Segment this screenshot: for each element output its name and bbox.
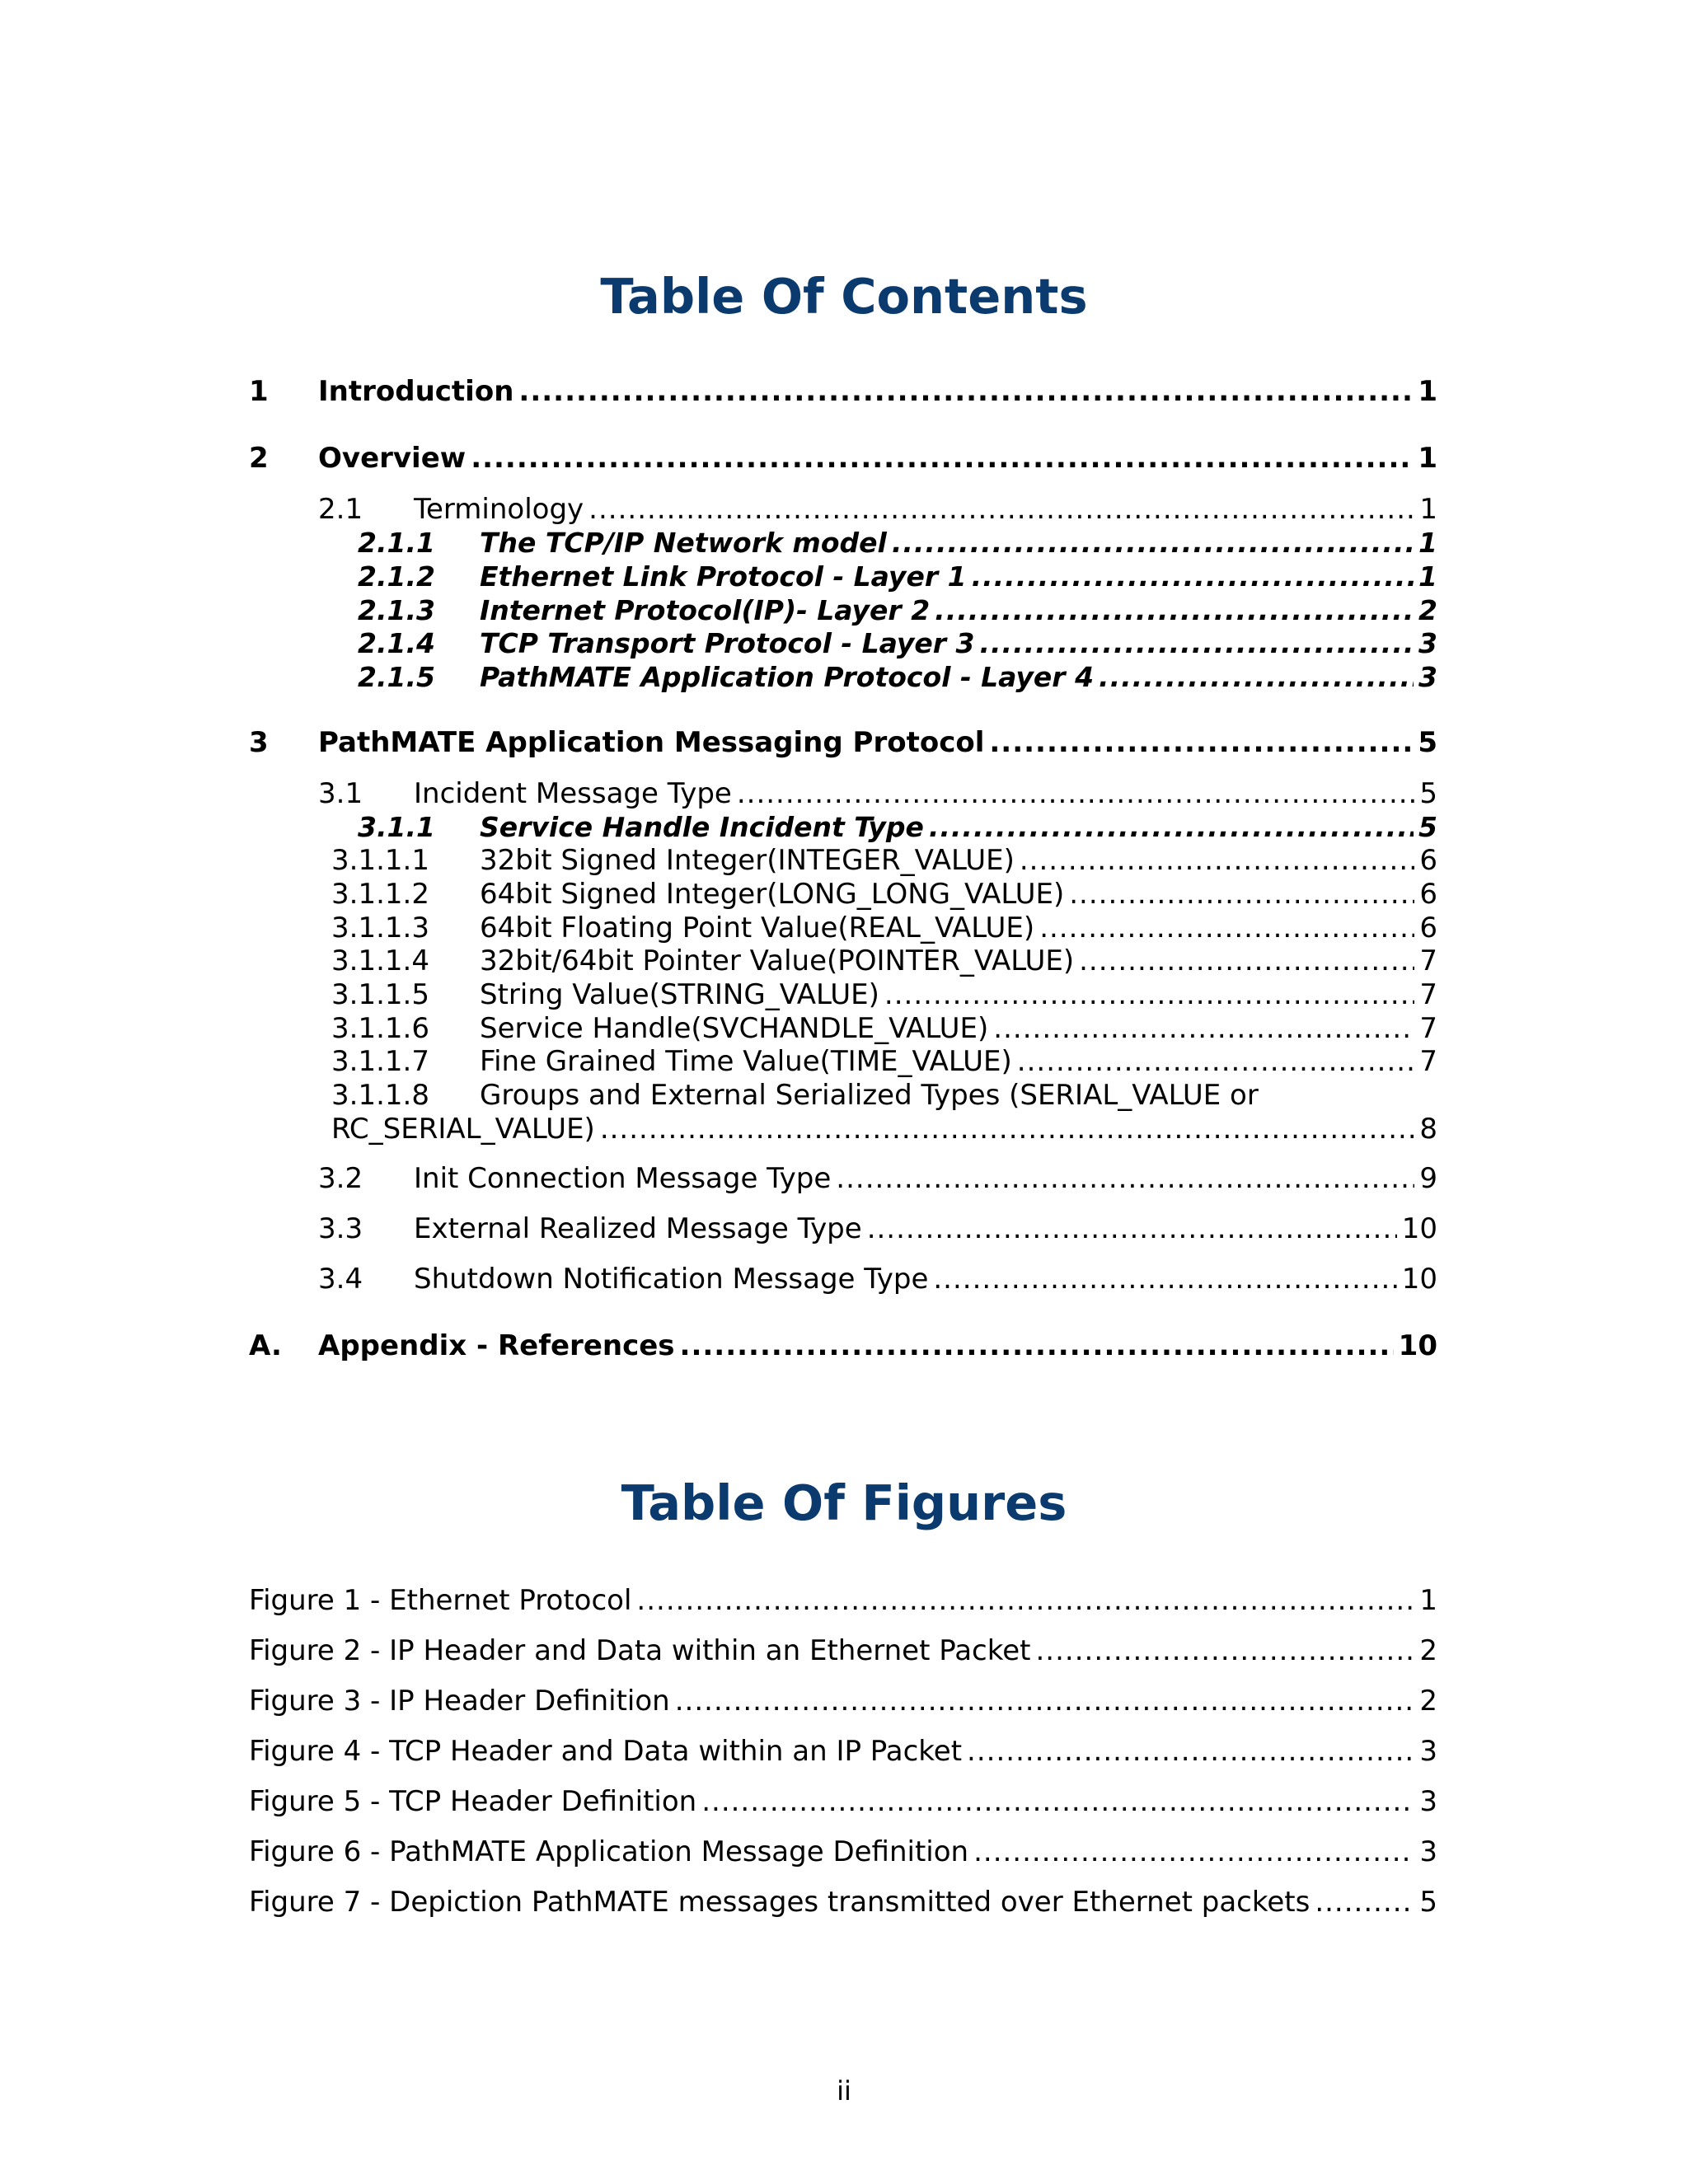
toc-entry-label: 32bit/64bit Pointer Value(POINTER_VALUE) (480, 944, 1075, 977)
toc-entry-label-continued: RC_SERIAL_VALUE) (331, 1113, 595, 1146)
toc-entry-number: 3.1.1.6 (331, 1012, 429, 1045)
toc-entry-serial-value-continued[interactable] (331, 1113, 1437, 1146)
toc-entry-label: 64bit Floating Point Value(REAL_VALUE) (480, 912, 1035, 944)
dot-leader (967, 1737, 1414, 1765)
toc-entry-label: Fine Grained Time Value(TIME_VALUE) (480, 1045, 1012, 1078)
toc-entry-label: TCP Transport Protocol - Layer 3 (480, 627, 975, 659)
tof-entry-page: 1 (1419, 1584, 1437, 1617)
toc-entry-page: 6 (1419, 912, 1437, 944)
tof-entry-label: Figure 5 - TCP Header Definition (249, 1785, 697, 1818)
toc-title: Table Of Contents (600, 268, 1088, 325)
dot-leader (972, 563, 1414, 590)
toc-entry-shutdown-notification-message-type[interactable] (318, 1263, 1437, 1296)
toc-entry-page: 6 (1419, 844, 1437, 877)
toc-entry-page: 5 (1418, 726, 1437, 759)
toc-entry-number: 3 (249, 726, 269, 759)
toc-entry-page: 10 (1398, 1329, 1437, 1362)
dot-leader (1017, 1047, 1415, 1076)
toc-entry-page: 5 (1418, 811, 1437, 843)
tof-entry-figure-6[interactable] (249, 1835, 1437, 1868)
toc-entry-page: 9 (1419, 1162, 1437, 1195)
dot-leader (867, 1215, 1397, 1243)
toc-entry-tcpip-network-model[interactable] (358, 527, 1437, 559)
tof-entry-label: Figure 4 - TCP Header and Data within an IP Packet (249, 1735, 963, 1768)
toc-entry-page: 5 (1419, 777, 1437, 810)
toc-entry-label: Init Connection Message Type (414, 1162, 832, 1195)
toc-entry-page: 1 (1418, 442, 1437, 475)
tof-entry-figure-4[interactable] (249, 1735, 1437, 1768)
toc-entry-number: 2.1.5 (358, 661, 435, 693)
dot-leader (1069, 880, 1414, 908)
dot-leader (933, 1265, 1396, 1293)
toc-entry-svchandle-value[interactable] (331, 1012, 1437, 1045)
tof-entry-label: Figure 6 - PathMATE Application Message Definition (249, 1835, 969, 1868)
toc-entry-label: 32bit Signed Integer(INTEGER_VALUE) (480, 844, 1015, 877)
dot-leader (1020, 846, 1415, 874)
tof-entry-page: 3 (1419, 1785, 1437, 1818)
dot-leader (979, 630, 1414, 657)
toc-entry-string-value[interactable] (331, 978, 1437, 1011)
toc-entry-long-long-value[interactable] (331, 878, 1437, 911)
toc-entry-number: 2.1 (318, 493, 363, 526)
tof-title: Table Of Figures (621, 1474, 1067, 1531)
toc-entry-appendix-references[interactable] (249, 1329, 1437, 1362)
toc-entry-number: 2.1.1 (358, 527, 435, 559)
tof-entry-page: 2 (1419, 1685, 1437, 1718)
toc-entry-number: 2.1.3 (358, 594, 435, 626)
tof-entry-page: 2 (1419, 1634, 1437, 1667)
toc-entry-number: 3.1.1.4 (331, 944, 429, 977)
tof-entry-page: 3 (1419, 1735, 1437, 1768)
toc-entry-page: 7 (1419, 1012, 1437, 1045)
toc-entry-label: Appendix - References (318, 1329, 675, 1362)
dot-leader (836, 1165, 1414, 1193)
toc-entry-label: PathMATE Application Messaging Protocol (318, 726, 985, 759)
toc-entry-label: Incident Message Type (414, 777, 732, 810)
toc-entry-label: External Realized Message Type (414, 1212, 862, 1245)
toc-entry-external-realized-message-type[interactable] (318, 1212, 1437, 1245)
dot-leader (471, 444, 1413, 472)
toc-entry-page: 10 (1401, 1263, 1437, 1296)
toc-entry-label: Introduction (318, 375, 514, 408)
page-number: ii (837, 2075, 851, 2107)
toc-entry-label: PathMATE Application Protocol - Layer 4 (480, 661, 1095, 693)
toc-entry-number: 3.1 (318, 777, 363, 810)
tof-entry-label: Figure 1 - Ethernet Protocol (249, 1584, 632, 1617)
dot-leader (1035, 1637, 1414, 1665)
dot-leader (989, 729, 1413, 757)
toc-entry-pathmate-application-protocol[interactable] (358, 663, 1437, 691)
toc-entry-number: 3.1.1 (358, 811, 435, 843)
toc-entry-page: 3 (1418, 627, 1437, 659)
tof-entry-figure-2[interactable] (249, 1634, 1437, 1667)
dot-leader (1099, 663, 1414, 691)
toc-entry-tcp-transport-protocol[interactable] (358, 627, 1437, 659)
tof-entry-figure-5[interactable] (249, 1785, 1437, 1818)
dot-leader (518, 377, 1413, 405)
toc-entry-messaging-protocol[interactable] (249, 726, 1437, 759)
dot-leader (1315, 1888, 1414, 1916)
dot-leader (973, 1838, 1414, 1866)
tof-entry-figure-7[interactable] (249, 1886, 1437, 1919)
toc-entry-label: Internet Protocol(IP)- Layer 2 (480, 594, 931, 626)
toc-entry-introduction[interactable] (249, 375, 1437, 408)
toc-entry-number: 3.1.1.3 (331, 912, 429, 944)
toc-entry-number: 3.4 (318, 1263, 363, 1296)
toc-entry-label: Groups and External Serialized Types (SERIAL_VALUE or (480, 1079, 1259, 1112)
toc-entry-label: Ethernet Link Protocol - Layer 1 (480, 560, 967, 593)
tof-entry-page: 3 (1419, 1835, 1437, 1868)
toc-entry-number: 2.1.2 (358, 560, 435, 593)
toc-entry-overview[interactable] (249, 442, 1437, 475)
toc-entry-label: String Value(STRING_VALUE) (480, 978, 879, 1011)
dot-leader (701, 1788, 1414, 1816)
toc-entry-number: 2.1.4 (358, 627, 435, 659)
toc-entry-init-connection-message-type[interactable] (318, 1162, 1437, 1195)
dot-leader (935, 597, 1414, 624)
toc-entry-number: 3.1.1.7 (331, 1045, 429, 1078)
toc-entry-number: 3.1.1.1 (331, 844, 429, 877)
toc-entry-page: 2 (1418, 594, 1437, 626)
toc-entry-number: 3.1.1.5 (331, 978, 429, 1011)
toc-entry-number: 2 (249, 442, 269, 475)
dot-leader (892, 529, 1414, 556)
toc-entry-number: 3.1.1.2 (331, 878, 429, 911)
toc-entry-label: 64bit Signed Integer(LONG_LONG_VALUE) (480, 878, 1065, 911)
toc-entry-label: The TCP/IP Network model (480, 527, 887, 559)
dot-leader (1079, 947, 1414, 975)
toc-entry-label: Service Handle(SVCHANDLE_VALUE) (480, 1012, 989, 1045)
toc-entry-label: Terminology (414, 493, 584, 526)
dot-leader (1039, 914, 1414, 942)
tof-entry-label: Figure 7 - Depiction PathMATE messages transmitted over Ethernet packets (249, 1886, 1311, 1919)
toc-entry-number: A. (249, 1329, 282, 1362)
toc-entry-page: 1 (1418, 527, 1437, 559)
toc-entry-ethernet-link-protocol[interactable] (358, 560, 1437, 593)
toc-entry-terminology[interactable] (318, 493, 1437, 526)
tof-entry-label: Figure 2 - IP Header and Data within an Ethernet Packet (249, 1634, 1031, 1667)
toc-entry-pointer-value[interactable] (331, 944, 1437, 977)
tof-entry-label: Figure 3 - IP Header Definition (249, 1685, 670, 1718)
toc-entry-page: 1 (1419, 493, 1437, 526)
toc-entry-service-handle-incident-type[interactable] (358, 813, 1437, 841)
toc-entry-page: 1 (1418, 560, 1437, 593)
tof-entry-figure-1[interactable] (249, 1586, 1437, 1615)
tof-entry-page: 5 (1419, 1886, 1437, 1919)
toc-entry-number: 3.2 (318, 1162, 363, 1195)
dot-leader (675, 1687, 1415, 1715)
toc-entry-number: 1 (249, 375, 269, 408)
tof-entry-figure-3[interactable] (249, 1685, 1437, 1718)
toc-entry-time-value[interactable] (331, 1047, 1437, 1076)
dot-leader (993, 1015, 1414, 1043)
dot-leader (929, 813, 1414, 841)
dot-leader (680, 1332, 1394, 1360)
dot-leader (636, 1586, 1414, 1615)
toc-entry-integer-value[interactable] (331, 844, 1437, 877)
toc-entry-label: Service Handle Incident Type (480, 811, 924, 843)
toc-entry-internet-protocol[interactable] (358, 594, 1437, 626)
dot-leader (737, 780, 1415, 808)
toc-entry-label: Overview (318, 442, 467, 475)
toc-entry-page: 6 (1419, 878, 1437, 911)
toc-entry-page: 7 (1419, 978, 1437, 1011)
toc-entry-label: Shutdown Notification Message Type (414, 1263, 929, 1296)
toc-entry-page: 8 (1419, 1113, 1437, 1146)
toc-entry-page: 3 (1418, 661, 1437, 693)
toc-entry-page: 7 (1419, 944, 1437, 977)
toc-entry-incident-message-type[interactable] (318, 777, 1437, 810)
toc-entry-page: 7 (1419, 1045, 1437, 1078)
toc-entry-real-value[interactable] (331, 914, 1437, 942)
toc-entry-page: 1 (1418, 375, 1437, 408)
toc-entry-number: 3.3 (318, 1212, 363, 1245)
dot-leader (600, 1115, 1415, 1143)
toc-entry-number: 3.1.1.8 (331, 1079, 429, 1112)
dot-leader (588, 495, 1414, 523)
dot-leader (884, 981, 1414, 1009)
toc-entry-serial-value[interactable] (331, 1079, 1437, 1112)
toc-entry-page: 10 (1401, 1212, 1437, 1245)
